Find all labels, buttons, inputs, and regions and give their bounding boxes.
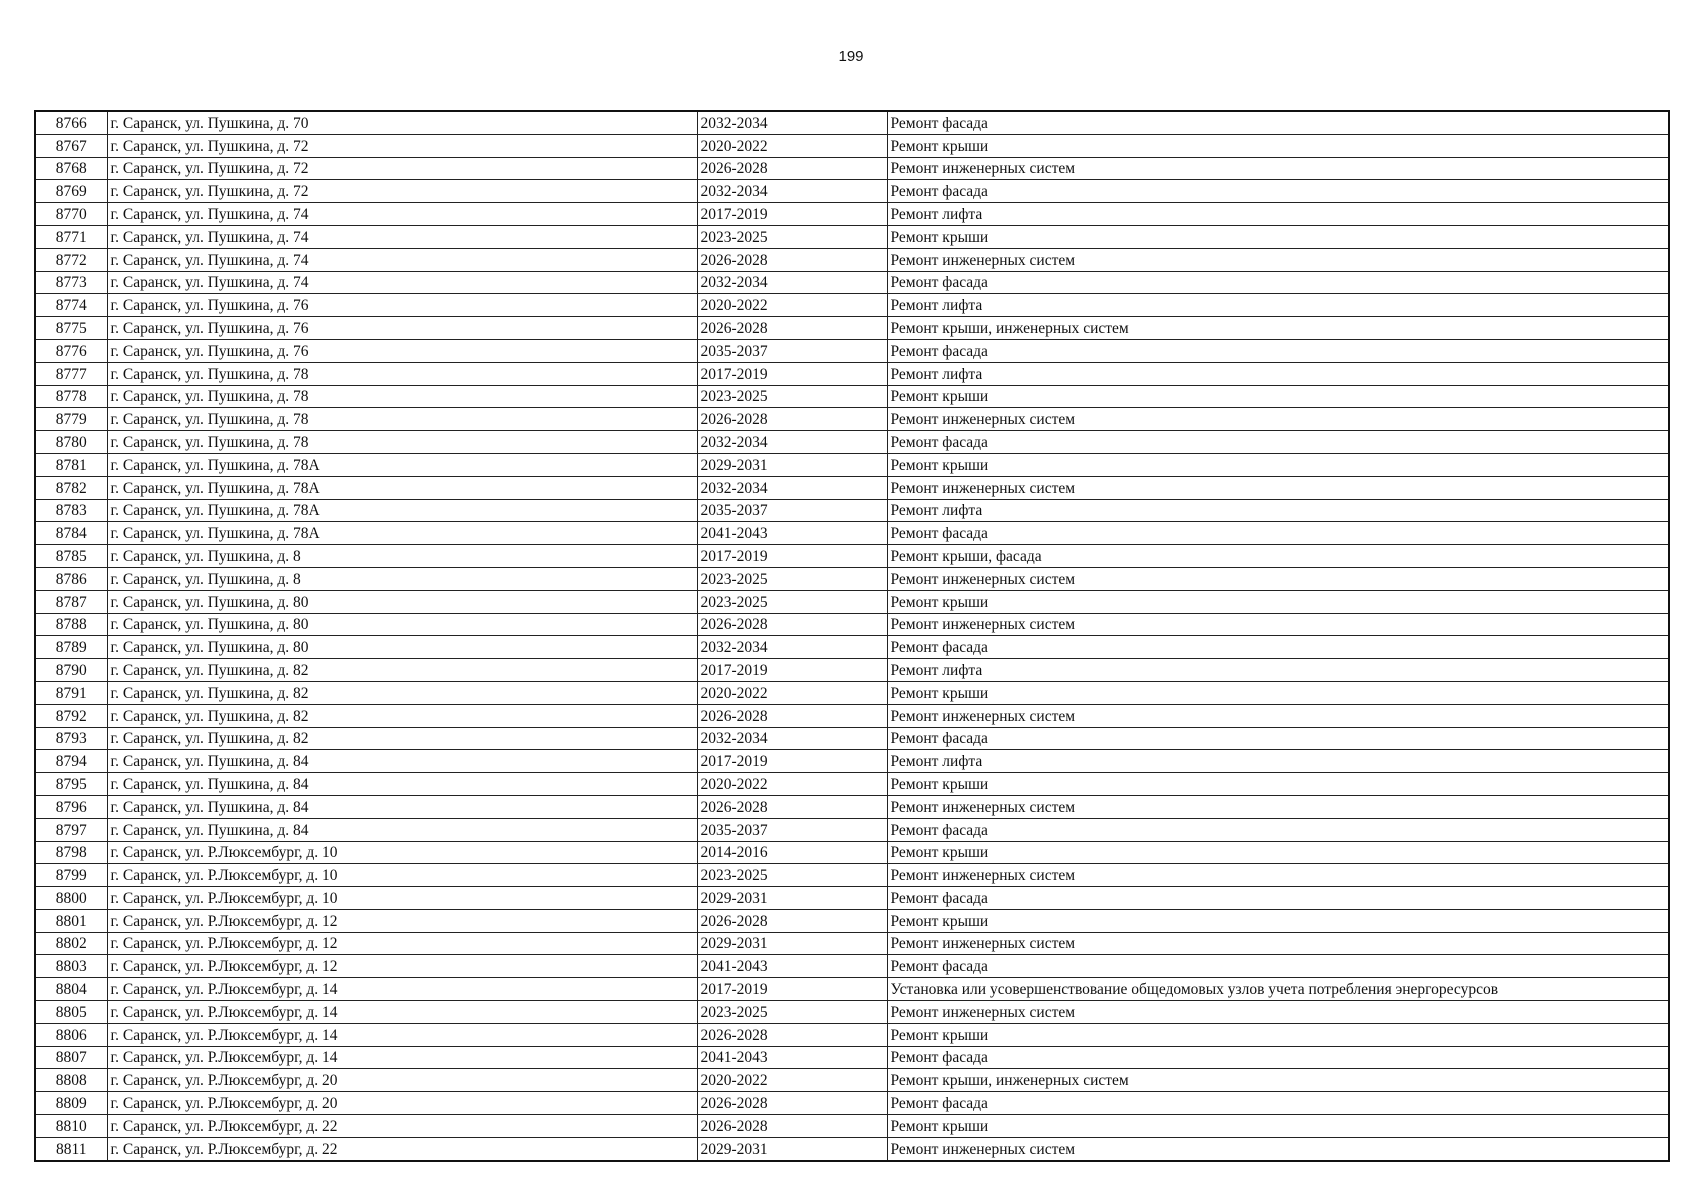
cell-period: 2020-2022 [697, 294, 887, 317]
cell-period: 2020-2022 [697, 773, 887, 796]
cell-work-type: Ремонт инженерных систем [887, 864, 1669, 887]
cell-row-number: 8804 [35, 978, 107, 1001]
cell-address: г. Саранск, ул. Р.Люксембург, д. 14 [107, 1023, 697, 1046]
table-row [35, 750, 1669, 773]
cell-period: 2026-2028 [697, 795, 887, 818]
cell-row-number: 8775 [35, 317, 107, 340]
cell-work-type: Ремонт крыши [887, 773, 1669, 796]
cell-address: г. Саранск, ул. Р.Люксембург, д. 20 [107, 1092, 697, 1115]
cell-address: г. Саранск, ул. Р.Люксембург, д. 14 [107, 1001, 697, 1024]
cell-address: г. Саранск, ул. Пушкина, д. 78А [107, 453, 697, 476]
cell-row-number: 8798 [35, 841, 107, 864]
table-row [35, 203, 1669, 226]
table-row [35, 453, 1669, 476]
repair-schedule-table [34, 110, 1670, 1162]
table-row [35, 636, 1669, 659]
cell-address: г. Саранск, ул. Р.Люксембург, д. 10 [107, 864, 697, 887]
table-row [35, 431, 1669, 454]
cell-row-number: 8807 [35, 1046, 107, 1069]
cell-address: г. Саранск, ул. Р.Люксембург, д. 14 [107, 1046, 697, 1069]
table-row [35, 659, 1669, 682]
table-row [35, 864, 1669, 887]
cell-period: 2014-2016 [697, 841, 887, 864]
table-row [35, 818, 1669, 841]
cell-work-type: Ремонт крыши [887, 1115, 1669, 1138]
cell-row-number: 8791 [35, 681, 107, 704]
cell-work-type: Ремонт инженерных систем [887, 567, 1669, 590]
cell-row-number: 8811 [35, 1137, 107, 1160]
cell-row-number: 8773 [35, 271, 107, 294]
cell-work-type: Ремонт инженерных систем [887, 1001, 1669, 1024]
table-row [35, 225, 1669, 248]
cell-row-number: 8777 [35, 362, 107, 385]
cell-work-type: Ремонт лифта [887, 750, 1669, 773]
cell-work-type: Ремонт лифта [887, 659, 1669, 682]
cell-row-number: 8789 [35, 636, 107, 659]
cell-work-type: Ремонт инженерных систем [887, 248, 1669, 271]
cell-address: г. Саранск, ул. Пушкина, д. 70 [107, 111, 697, 134]
cell-period: 2026-2028 [697, 157, 887, 180]
cell-row-number: 8788 [35, 613, 107, 636]
cell-period: 2026-2028 [697, 1092, 887, 1115]
table-row [35, 681, 1669, 704]
table-row [35, 499, 1669, 522]
cell-work-type: Ремонт крыши [887, 225, 1669, 248]
cell-address: г. Саранск, ул. Пушкина, д. 72 [107, 157, 697, 180]
cell-row-number: 8796 [35, 795, 107, 818]
cell-work-type: Ремонт фасада [887, 522, 1669, 545]
cell-period: 2026-2028 [697, 1023, 887, 1046]
cell-address: г. Саранск, ул. Пушкина, д. 82 [107, 704, 697, 727]
cell-row-number: 8779 [35, 408, 107, 431]
cell-row-number: 8799 [35, 864, 107, 887]
cell-period: 2029-2031 [697, 887, 887, 910]
cell-period: 2041-2043 [697, 955, 887, 978]
table-row [35, 978, 1669, 1001]
table-row [35, 795, 1669, 818]
cell-period: 2041-2043 [697, 1046, 887, 1069]
cell-address: г. Саранск, ул. Пушкина, д. 78А [107, 522, 697, 545]
cell-address: г. Саранск, ул. Пушкина, д. 82 [107, 659, 697, 682]
cell-period: 2035-2037 [697, 499, 887, 522]
cell-row-number: 8776 [35, 339, 107, 362]
cell-address: г. Саранск, ул. Пушкина, д. 76 [107, 339, 697, 362]
cell-period: 2017-2019 [697, 978, 887, 1001]
cell-period: 2017-2019 [697, 750, 887, 773]
cell-period: 2032-2034 [697, 111, 887, 134]
cell-address: г. Саранск, ул. Р.Люксембург, д. 12 [107, 955, 697, 978]
cell-work-type: Ремонт фасада [887, 955, 1669, 978]
cell-period: 2026-2028 [697, 408, 887, 431]
cell-work-type: Ремонт инженерных систем [887, 932, 1669, 955]
cell-period: 2041-2043 [697, 522, 887, 545]
cell-work-type: Ремонт фасада [887, 180, 1669, 203]
cell-address: г. Саранск, ул. Пушкина, д. 82 [107, 681, 697, 704]
cell-address: г. Саранск, ул. Пушкина, д. 74 [107, 225, 697, 248]
cell-period: 2017-2019 [697, 545, 887, 568]
table-row [35, 385, 1669, 408]
cell-row-number: 8808 [35, 1069, 107, 1092]
cell-work-type: Ремонт фасада [887, 1046, 1669, 1069]
cell-address: г. Саранск, ул. Пушкина, д. 84 [107, 818, 697, 841]
table-row [35, 727, 1669, 750]
cell-period: 2026-2028 [697, 613, 887, 636]
cell-address: г. Саранск, ул. Пушкина, д. 76 [107, 317, 697, 340]
cell-address: г. Саранск, ул. Р.Люксембург, д. 10 [107, 887, 697, 910]
cell-address: г. Саранск, ул. Пушкина, д. 78А [107, 476, 697, 499]
cell-address: г. Саранск, ул. Пушкина, д. 80 [107, 636, 697, 659]
cell-work-type: Ремонт крыши [887, 385, 1669, 408]
cell-address: г. Саранск, ул. Р.Люксембург, д. 10 [107, 841, 697, 864]
table-row [35, 704, 1669, 727]
cell-work-type: Ремонт инженерных систем [887, 613, 1669, 636]
cell-period: 2026-2028 [697, 909, 887, 932]
table-row [35, 134, 1669, 157]
table-row [35, 932, 1669, 955]
table-row [35, 887, 1669, 910]
cell-row-number: 8793 [35, 727, 107, 750]
cell-address: г. Саранск, ул. Пушкина, д. 8 [107, 545, 697, 568]
cell-period: 2020-2022 [697, 1069, 887, 1092]
cell-period: 2017-2019 [697, 659, 887, 682]
cell-row-number: 8794 [35, 750, 107, 773]
table-row [35, 1069, 1669, 1092]
cell-period: 2023-2025 [697, 567, 887, 590]
cell-period: 2029-2031 [697, 1137, 887, 1160]
cell-row-number: 8782 [35, 476, 107, 499]
cell-address: г. Саранск, ул. Пушкина, д. 78А [107, 499, 697, 522]
cell-period: 2023-2025 [697, 590, 887, 613]
table-row [35, 1046, 1669, 1069]
cell-address: г. Саранск, ул. Р.Люксембург, д. 14 [107, 978, 697, 1001]
cell-work-type: Ремонт инженерных систем [887, 157, 1669, 180]
cell-work-type: Установка или усовершенствование общедомовых узлов учета потребления энергоресурсов [887, 978, 1669, 1001]
cell-work-type: Ремонт инженерных систем [887, 408, 1669, 431]
cell-row-number: 8786 [35, 567, 107, 590]
cell-row-number: 8778 [35, 385, 107, 408]
cell-period: 2017-2019 [697, 203, 887, 226]
cell-period: 2023-2025 [697, 1001, 887, 1024]
cell-work-type: Ремонт лифта [887, 203, 1669, 226]
table-row [35, 1115, 1669, 1138]
cell-row-number: 8797 [35, 818, 107, 841]
cell-address: г. Саранск, ул. Пушкина, д. 72 [107, 180, 697, 203]
cell-work-type: Ремонт инженерных систем [887, 704, 1669, 727]
table-row [35, 567, 1669, 590]
table-row [35, 157, 1669, 180]
cell-work-type: Ремонт лифта [887, 499, 1669, 522]
table-row [35, 545, 1669, 568]
table-row [35, 180, 1669, 203]
cell-address: г. Саранск, ул. Р.Люксембург, д. 20 [107, 1069, 697, 1092]
cell-row-number: 8772 [35, 248, 107, 271]
cell-row-number: 8801 [35, 909, 107, 932]
cell-period: 2026-2028 [697, 317, 887, 340]
cell-address: г. Саранск, ул. Пушкина, д. 72 [107, 134, 697, 157]
cell-address: г. Саранск, ул. Пушкина, д. 80 [107, 590, 697, 613]
table-row [35, 1001, 1669, 1024]
cell-row-number: 8769 [35, 180, 107, 203]
cell-work-type: Ремонт крыши, фасада [887, 545, 1669, 568]
cell-work-type: Ремонт крыши [887, 453, 1669, 476]
cell-row-number: 8810 [35, 1115, 107, 1138]
cell-row-number: 8809 [35, 1092, 107, 1115]
cell-period: 2032-2034 [697, 271, 887, 294]
table-row [35, 955, 1669, 978]
cell-row-number: 8767 [35, 134, 107, 157]
cell-work-type: Ремонт фасада [887, 271, 1669, 294]
table-row [35, 841, 1669, 864]
cell-work-type: Ремонт фасада [887, 431, 1669, 454]
cell-address: г. Саранск, ул. Пушкина, д. 74 [107, 203, 697, 226]
cell-work-type: Ремонт фасада [887, 636, 1669, 659]
cell-work-type: Ремонт инженерных систем [887, 1137, 1669, 1160]
cell-address: г. Саранск, ул. Пушкина, д. 84 [107, 795, 697, 818]
cell-row-number: 8780 [35, 431, 107, 454]
cell-row-number: 8795 [35, 773, 107, 796]
cell-work-type: Ремонт фасада [887, 1092, 1669, 1115]
table-row [35, 1137, 1669, 1160]
cell-period: 2020-2022 [697, 134, 887, 157]
cell-period: 2032-2034 [697, 180, 887, 203]
cell-row-number: 8783 [35, 499, 107, 522]
table-row [35, 362, 1669, 385]
cell-row-number: 8768 [35, 157, 107, 180]
cell-address: г. Саранск, ул. Пушкина, д. 84 [107, 750, 697, 773]
cell-work-type: Ремонт инженерных систем [887, 795, 1669, 818]
table-row [35, 248, 1669, 271]
cell-address: г. Саранск, ул. Пушкина, д. 78 [107, 362, 697, 385]
table-row [35, 111, 1669, 134]
cell-work-type: Ремонт фасада [887, 887, 1669, 910]
table-row [35, 294, 1669, 317]
cell-period: 2032-2034 [697, 636, 887, 659]
cell-row-number: 8771 [35, 225, 107, 248]
cell-row-number: 8803 [35, 955, 107, 978]
cell-period: 2023-2025 [697, 864, 887, 887]
cell-address: г. Саранск, ул. Пушкина, д. 82 [107, 727, 697, 750]
cell-period: 2035-2037 [697, 339, 887, 362]
cell-period: 2032-2034 [697, 727, 887, 750]
cell-period: 2029-2031 [697, 932, 887, 955]
cell-address: г. Саранск, ул. Р.Люксембург, д. 22 [107, 1137, 697, 1160]
cell-period: 2035-2037 [697, 818, 887, 841]
cell-address: г. Саранск, ул. Р.Люксембург, д. 12 [107, 932, 697, 955]
cell-period: 2020-2022 [697, 681, 887, 704]
cell-work-type: Ремонт крыши [887, 134, 1669, 157]
cell-work-type: Ремонт крыши [887, 1023, 1669, 1046]
table-row [35, 773, 1669, 796]
cell-address: г. Саранск, ул. Пушкина, д. 78 [107, 431, 697, 454]
cell-work-type: Ремонт фасада [887, 339, 1669, 362]
cell-work-type: Ремонт крыши, инженерных систем [887, 1069, 1669, 1092]
cell-period: 2026-2028 [697, 248, 887, 271]
cell-row-number: 8781 [35, 453, 107, 476]
cell-address: г. Саранск, ул. Р.Люксембург, д. 22 [107, 1115, 697, 1138]
cell-address: г. Саранск, ул. Пушкина, д. 84 [107, 773, 697, 796]
table-row [35, 1023, 1669, 1046]
cell-period: 2017-2019 [697, 362, 887, 385]
cell-work-type: Ремонт крыши [887, 841, 1669, 864]
cell-address: г. Саранск, ул. Пушкина, д. 76 [107, 294, 697, 317]
cell-row-number: 8770 [35, 203, 107, 226]
cell-work-type: Ремонт фасада [887, 818, 1669, 841]
cell-address: г. Саранск, ул. Пушкина, д. 78 [107, 385, 697, 408]
cell-work-type: Ремонт фасада [887, 111, 1669, 134]
cell-address: г. Саранск, ул. Пушкина, д. 8 [107, 567, 697, 590]
table-row [35, 613, 1669, 636]
cell-work-type: Ремонт инженерных систем [887, 476, 1669, 499]
cell-address: г. Саранск, ул. Пушкина, д. 74 [107, 248, 697, 271]
cell-period: 2032-2034 [697, 431, 887, 454]
cell-address: г. Саранск, ул. Пушкина, д. 80 [107, 613, 697, 636]
table-row [35, 1092, 1669, 1115]
table-row [35, 522, 1669, 545]
table-row [35, 339, 1669, 362]
page-number: 199 [838, 48, 864, 65]
table-body [35, 111, 1669, 1161]
cell-row-number: 8802 [35, 932, 107, 955]
cell-period: 2026-2028 [697, 704, 887, 727]
cell-row-number: 8792 [35, 704, 107, 727]
table-row [35, 408, 1669, 431]
cell-row-number: 8787 [35, 590, 107, 613]
cell-work-type: Ремонт крыши [887, 681, 1669, 704]
table-row [35, 476, 1669, 499]
cell-work-type: Ремонт крыши, инженерных систем [887, 317, 1669, 340]
cell-row-number: 8800 [35, 887, 107, 910]
cell-row-number: 8805 [35, 1001, 107, 1024]
cell-address: г. Саранск, ул. Р.Люксембург, д. 12 [107, 909, 697, 932]
cell-row-number: 8790 [35, 659, 107, 682]
cell-row-number: 8785 [35, 545, 107, 568]
cell-work-type: Ремонт лифта [887, 294, 1669, 317]
cell-row-number: 8766 [35, 111, 107, 134]
cell-work-type: Ремонт лифта [887, 362, 1669, 385]
cell-row-number: 8774 [35, 294, 107, 317]
cell-period: 2023-2025 [697, 385, 887, 408]
table-row [35, 317, 1669, 340]
cell-work-type: Ремонт фасада [887, 727, 1669, 750]
cell-work-type: Ремонт крыши [887, 590, 1669, 613]
cell-period: 2023-2025 [697, 225, 887, 248]
cell-row-number: 8806 [35, 1023, 107, 1046]
cell-period: 2032-2034 [697, 476, 887, 499]
cell-period: 2026-2028 [697, 1115, 887, 1138]
table-row [35, 271, 1669, 294]
table-row [35, 909, 1669, 932]
cell-address: г. Саранск, ул. Пушкина, д. 78 [107, 408, 697, 431]
cell-address: г. Саранск, ул. Пушкина, д. 74 [107, 271, 697, 294]
cell-row-number: 8784 [35, 522, 107, 545]
table-row [35, 590, 1669, 613]
cell-work-type: Ремонт крыши [887, 909, 1669, 932]
cell-period: 2029-2031 [697, 453, 887, 476]
